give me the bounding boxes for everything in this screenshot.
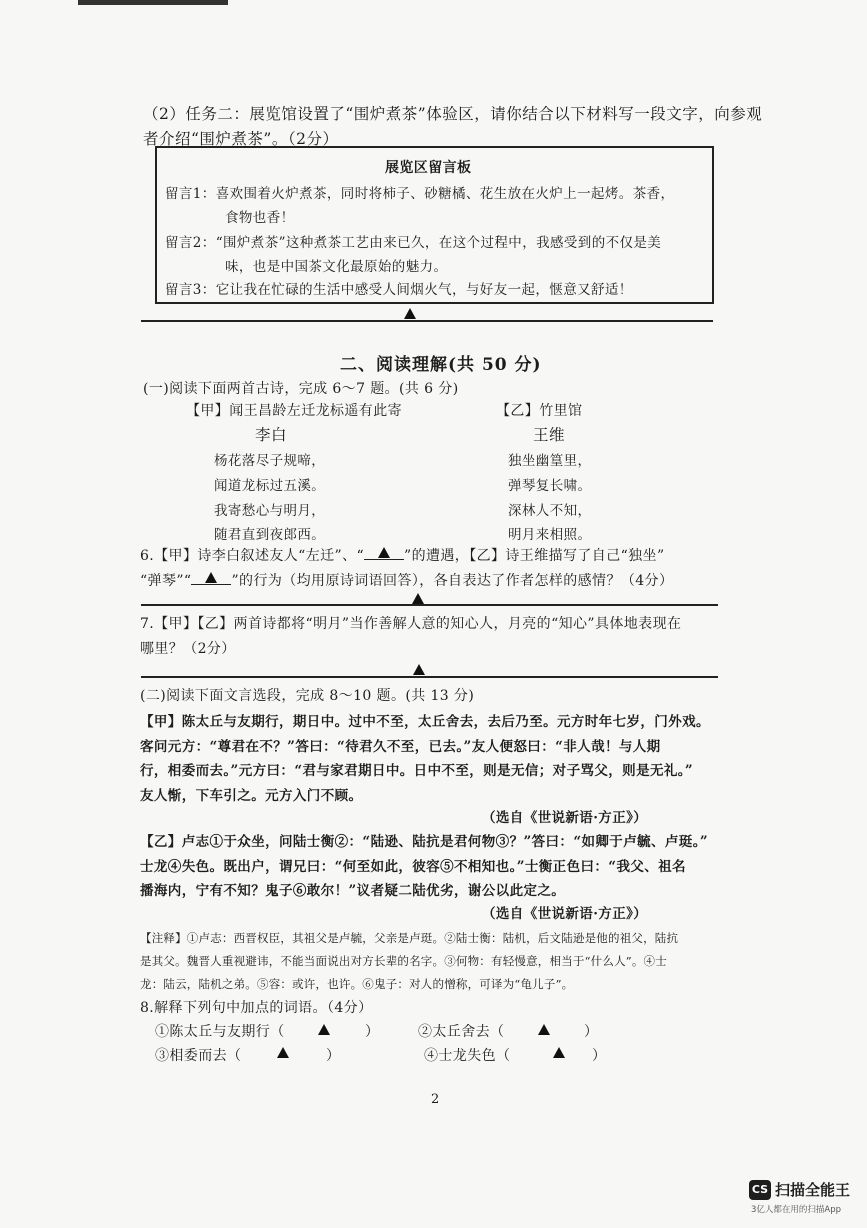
poem-b-line: 弹琴复长啸。 — [508, 478, 592, 494]
part2-heading: (二)阅读下面文言选段，完成 8～10 题。(共 13 分) — [140, 688, 475, 704]
q6-text-c: “弹琴”“ — [140, 573, 192, 589]
q8-item-4-close: ） — [592, 1048, 607, 1064]
q8-item-text: ②太丘舍去（ — [418, 1024, 505, 1040]
message-board — [155, 146, 714, 304]
notes-line: 龙：陆云，陆机之弟。⑤容：或许，也许。⑥鬼子：对人的憎称，可译为“龟儿子”。 — [140, 977, 574, 991]
q6-blank-2[interactable] — [191, 570, 231, 585]
poem-b-title: 【乙】竹里馆 — [496, 403, 583, 419]
blank-marker-icon — [318, 1024, 330, 1035]
poem-a-line: 随君直到夜郎西。 — [214, 527, 326, 543]
task2-line2: 者介绍“围炉煮茶”。（2分） — [143, 130, 339, 148]
q8-item-1 — [155, 1021, 285, 1041]
board-message-2a: 留言2：“围炉煮茶”这种煮茶工艺由来已久，在这个过程中，我感受到的不仅是美 — [165, 235, 662, 251]
q8-item-1-close: ） — [365, 1024, 380, 1040]
q8-item-4 — [424, 1045, 510, 1065]
q6-text-a: 6.【甲】诗李白叙述友人“左迁”、“ — [140, 548, 365, 564]
poem-a-line: 我寄愁心与明月， — [214, 503, 326, 519]
answer-line — [141, 604, 718, 606]
q8-item-text: ①陈太丘与友期行（ — [155, 1024, 285, 1040]
part1-heading: (一)阅读下面两首古诗，完成 6～7 题。(共 6 分) — [143, 381, 459, 397]
board-message-1b: 食物也香！ — [225, 210, 295, 226]
scanner-tagline: 3亿人都在用的扫描App — [751, 1205, 842, 1215]
q8-item-3-close: ） — [326, 1048, 341, 1064]
passage-a-line: 【甲】陈太丘与友期行，期日中。过中不至，太丘舍去，去后乃至。元方时年七岁，门外戏。 — [140, 714, 710, 730]
notes-line: 【注释】①卢志：西晋权臣，其祖父是卢毓，父亲是卢珽。②陆士衡：陆机，后文陆逊是他的祖父，陆抗 — [140, 931, 679, 945]
blank-marker-icon — [553, 1047, 565, 1058]
q8-item-3 — [155, 1045, 241, 1065]
question-6-line2 — [140, 570, 673, 590]
passage-a-line: 行，相委而去。”元方曰：“君与家君期日中。日中不至，则是无信；对子骂父，则是无礼。” — [140, 763, 694, 779]
blank-marker-icon — [277, 1047, 289, 1058]
question-7-line2: 哪里？（2分） — [140, 641, 236, 657]
q8-item-2-close: ） — [584, 1024, 599, 1040]
poem-b-line: 独坐幽篁里， — [508, 453, 592, 469]
poem-a-line: 杨花落尽子规啼， — [214, 453, 326, 469]
task2-line1: （2）任务二：展览馆设置了“围炉煮茶”体验区，请你结合以下材料写一段文字，向参观 — [143, 105, 763, 123]
poem-a-line: 闻道龙标过五溪。 — [214, 478, 326, 494]
board-message-3: 留言3：它让我在忙碌的生活中感受人间烟火气，与好友一起，惬意又舒适！ — [165, 282, 633, 298]
question-6-line1 — [140, 545, 665, 565]
board-title: 展览区留言板 — [385, 160, 472, 176]
q8-item-text: ③相委而去（ — [155, 1048, 242, 1064]
passage-b-line: 【乙】卢志①于众坐，问陆士衡②：“陆逊、陆抗是君何物③？”答曰：“如卿于卢毓、卢珽。” — [140, 834, 709, 850]
poem-b-line: 深林人不知， — [508, 503, 592, 519]
q6-blank-1[interactable] — [364, 545, 404, 560]
answer-line — [141, 320, 713, 322]
q8-item-2 — [418, 1021, 504, 1041]
answer-line — [141, 676, 718, 678]
notes-line: 是其父。魏晋人重视避讳，不能当面说出对方长辈的名字。③何物：有轻慢意，相当于“什么人”。④士 — [140, 954, 667, 968]
blank-marker-icon — [538, 1024, 550, 1035]
poem-b-line: 明月来相照。 — [508, 527, 592, 543]
passage-a-line: 友人惭，下车引之。元方入门不顾。 — [140, 788, 363, 804]
passage-b-line: 士龙④失色。既出户，谓兄曰：“何至如此，彼容⑤不相知也。”士衡正色曰：“我父、祖名 — [140, 859, 686, 875]
page-number: 2 — [431, 1092, 440, 1107]
board-message-2b: 味，也是中国茶文化最原始的魅力。 — [225, 259, 448, 275]
top-edge-mark — [78, 0, 228, 5]
poem-a-author: 李白 — [255, 426, 288, 444]
question-7-line1: 7.【甲】【乙】两首诗都将“明月”当作善解人意的知心人，月亮的“知心”具体地表现在 — [140, 616, 682, 632]
passage-b-line: 播海内，宁有不知？鬼子⑥敢尔！”议者疑二陆优劣，谢公以此定之。 — [140, 883, 566, 899]
poem-a-title: 【甲】闻王昌龄左迁龙标遥有此寄 — [186, 403, 402, 419]
scanner-logo-icon: CS — [749, 1180, 771, 1200]
q6-text-b: ”的遭遇，【乙】诗王维描写了自己“独坐” — [404, 548, 665, 564]
passage-a-source: （选自《世说新语·方正》） — [482, 810, 648, 826]
passage-a-line: 客问元方：“尊君在不？”答曰：“待君久不至，已去。”友人便怒曰：“非人哉！与人期 — [140, 739, 661, 755]
board-message-1a: 留言1：喜欢围着火炉煮茶，同时将柿子、砂糖橘、花生放在火炉上一起烤。茶香， — [165, 186, 675, 202]
poem-b-author: 王维 — [533, 426, 566, 444]
question-8-title: 8.解释下列句中加点的词语。（4分） — [140, 1000, 373, 1016]
q6-text-d: ”的行为（均用原诗词语回答），各自表达了作者怎样的感情？（4分） — [231, 573, 674, 589]
q8-item-text: ④士龙失色（ — [424, 1048, 511, 1064]
scanner-brand: 扫描全能王 — [775, 1181, 851, 1199]
blank-marker-icon — [205, 572, 217, 583]
answer-marker-icon — [404, 308, 416, 319]
section-title: 二、阅读理解(共 50 分) — [340, 355, 542, 375]
answer-marker-icon — [413, 664, 425, 675]
blank-marker-icon — [378, 547, 390, 558]
passage-b-source: （选自《世说新语·方正》） — [482, 906, 648, 922]
answer-marker-icon — [412, 593, 424, 604]
